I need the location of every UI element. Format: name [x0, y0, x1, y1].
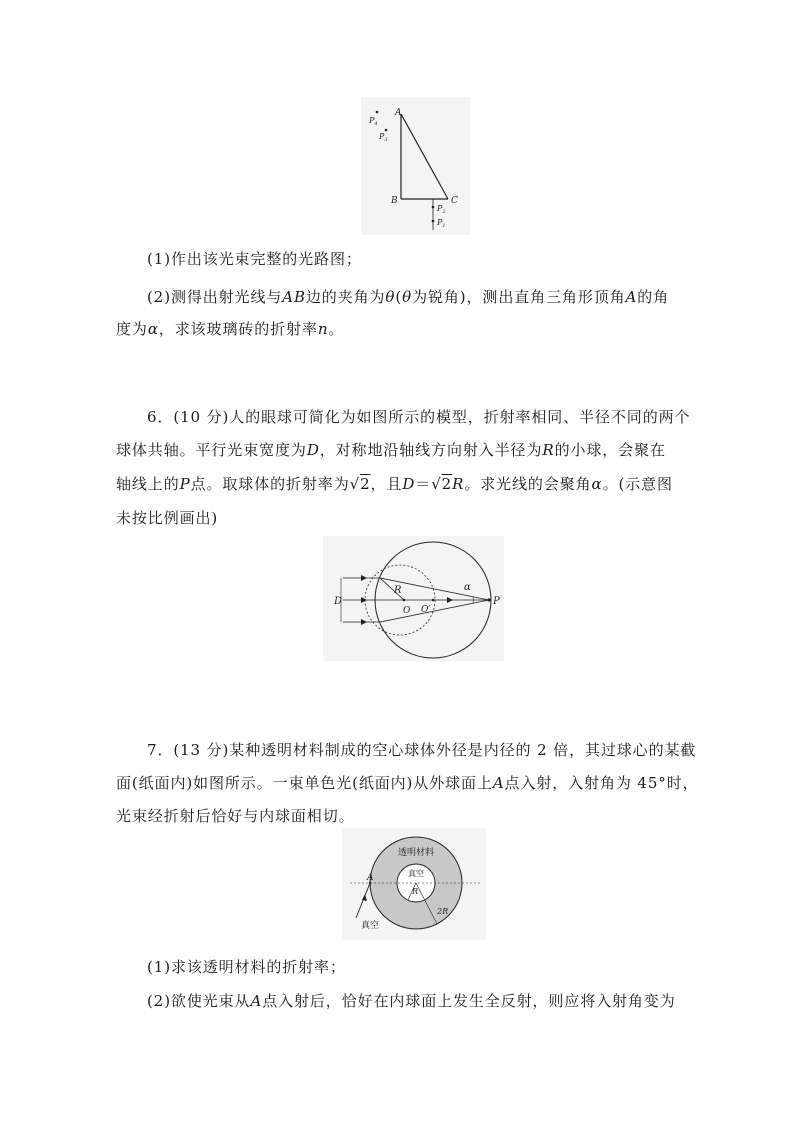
- center-O-prime: [432, 599, 435, 602]
- q5-part2-line2: 度为α，求该玻璃砖的折射率n。: [116, 320, 345, 338]
- label-C: C: [451, 196, 458, 206]
- label-material: 透明材料: [398, 848, 435, 858]
- label-vacuum-outer: 真空: [361, 921, 380, 931]
- label-2R: 2R: [437, 907, 449, 916]
- arrow-axis-right: [447, 597, 453, 603]
- q6-line1: 6．(10 分)人的眼球可简化为如图所示的模型，折射率相同、半径不同的两个: [147, 408, 691, 426]
- arrow-top: [361, 575, 367, 581]
- center-O: [403, 599, 406, 602]
- pin-P3: [385, 129, 388, 132]
- figure-eyeball-model: [323, 536, 504, 661]
- figure-hollow-sphere: [342, 828, 486, 940]
- label-A: A: [395, 108, 402, 118]
- incident-ray: [356, 883, 370, 918]
- label-R: R: [412, 887, 419, 896]
- label-alpha: α: [464, 582, 471, 593]
- q5-part2-line1: (2)测得出射光线与AB边的夹角为θ(θ为锐角)，测出直角三角形顶角A的角: [147, 288, 670, 306]
- label-vacuum-inner: 真空: [408, 869, 424, 878]
- arrow-mid: [361, 597, 367, 603]
- focus-P: [487, 598, 490, 601]
- q6-line3: 轴线上的P点。取球体的折射率为√2，且D＝√2R。求光线的会聚角α。(示意图: [116, 475, 673, 493]
- label-D: D: [334, 596, 343, 607]
- label-A: A: [367, 873, 374, 883]
- edge-AC: [401, 114, 448, 199]
- pin-P4: [376, 111, 379, 114]
- q7-line1: 7．(13 分)某种透明材料制成的空心球体外径是内径的 2 倍，其过球心的某截: [147, 741, 697, 759]
- figure-triangle-prism: [361, 97, 470, 235]
- pin-P2: [432, 206, 435, 209]
- label-O-prime: O′: [421, 605, 431, 615]
- label-B: B: [391, 196, 398, 206]
- q7-part1: (1)求该透明材料的折射率；: [147, 958, 346, 976]
- pin-P1: [432, 220, 435, 223]
- label-P1: $P_1$: [437, 218, 446, 229]
- incident-arrow: [362, 894, 367, 901]
- label-P4: $P_4$: [369, 116, 378, 127]
- arrow-bottom: [361, 619, 367, 625]
- label-O: O: [403, 606, 411, 616]
- q7-line3: 光束经折射后恰好与内球面相切。: [116, 807, 355, 825]
- q6-line4: 未按比例画出): [116, 509, 219, 527]
- q7-part2: (2)欲使光束从A点入射后，恰好在内球面上发生全反射，则应将入射角变为: [147, 992, 676, 1010]
- label-P3: $P_3$: [379, 132, 388, 143]
- label-P: P: [493, 596, 500, 607]
- label-R: R: [394, 585, 402, 596]
- bottom-ray-refracted: [380, 600, 489, 622]
- q6-line2: 球体共轴。平行光束宽度为D，对称地沿轴线方向射入半径为R的小球，会聚在: [116, 441, 666, 459]
- q7-line2: 面(纸面内)如图所示。一束单色光(纸面内)从外球面上A点入射，入射角为 45°时，: [116, 774, 699, 792]
- label-P2: $P_2$: [437, 204, 446, 215]
- q5-part1: (1)作出该光束完整的光路图；: [147, 250, 362, 268]
